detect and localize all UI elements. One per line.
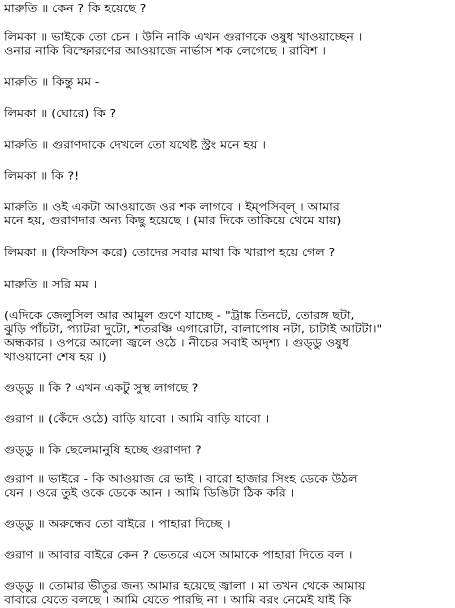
dialogue-line: গুরাণ ॥ আবার বাইরে কেন ? ভেতরে এসে আমাকে পাহারা দিতে বল ।: [4, 548, 353, 562]
stage-direction-line: অন্ধকার । ওপরে আলো জ্বলে ওঠে । নীচের সবাই অদৃশ্য । গুড্‌ডু ওষুধ: [4, 336, 349, 350]
dialogue-line: গুরাণ ॥ (কেঁদে ওঠে) বাড়ি যাবো । আমি বাড়ি যাবো ।: [4, 412, 270, 425]
dialogue-line: মারুতি ॥ কিন্তু মম -: [4, 74, 100, 88]
dialogue-line: গুড্‌ডু ॥ অরুন্ধেব তো বাইরে । পাহারা দিচ্ছে ।: [4, 517, 231, 531]
dialogue-line: গুড্‌ডু ॥ কি ছেলেমানুষি হচ্ছে গুরাণদা ?: [4, 443, 202, 457]
dialogue-line: লিমকা ॥ (ফিসফিস করে) তোদের সবার মাথা কি খারাপ হয়ে গেল ?: [4, 245, 336, 259]
dialogue-line: মারুতি ॥ কেন ? কি হয়েছে ?: [4, 1, 147, 15]
dialogue-line: লিমকা ॥ কি ?!: [4, 168, 80, 182]
stage-direction-line: (এদিকে জেলুসিল আর আমুল গুণে যাচ্ছে - "ট্রাঙ্ক তিনটে, তোরঙ্গ ছটা,: [4, 308, 355, 322]
stage-direction-line: খাওয়ানো শেষ হয় ।): [4, 349, 107, 363]
dialogue-line: বাবারে যেতে বলছে । আমি যেতে পারছি না । আমি বরং নেমেই যাই কি: [4, 593, 352, 606]
dialogue-line: মনে হয়, গুরাণদার অন্য কিছু হয়েছে । (মার দিকে তাকিয়ে থেমে যায়): [4, 213, 342, 227]
dialogue-line: লিমকা ॥ ভাইকে তো চেন । উনি নাকি এখন গুরাণকে ওষুধ খাওয়াচ্ছেন ।: [4, 30, 363, 44]
stage-direction-line: ঝুড়ি পাঁচটা, প্যাটরা দুটো, শতরঞ্চি এগারোটা, বালাপোষ নটা, চাটাই আটটা।": [4, 322, 383, 336]
dialogue-line: যেন । ওরে তুই ওকে ডেকে আন । আমি ডিঙিটা ঠিক করি ।: [4, 486, 295, 500]
dialogue-line: লিমকা ॥ (ঘোরে) কি ?: [4, 106, 117, 120]
dialogue-line: গুড্‌ডু ॥ কি ? এখন একটু সুস্থ লাগছে ?: [4, 381, 199, 394]
dialogue-line: মারুতি ॥ সরি মম ।: [4, 277, 98, 291]
dialogue-line: ওনার নাকি বিস্ফোরণের আওয়াজে নার্ভাস শক লেগেছে । রাবিশ ।: [4, 43, 326, 57]
dialogue-line: মারুতি ॥ ওই একটা আওয়াজে ওর শক লাগবে । ইম্‌পসিব্‌ল্‌ । আমার: [4, 199, 340, 213]
dialogue-line: মারুতি ॥ গুরাণদাকে দেখলে তো যথেষ্ট স্ট্রং মনে হয় ।: [4, 137, 266, 151]
dialogue-line: গুরাণ ॥ ভাইরে - কি আওয়াজ রে ভাই । বারো হাজার সিংহ ডেকে উঠল: [4, 472, 358, 486]
dialogue-line: গুড্‌ডু ॥ তোমার ভীতুর জন্য আমার হয়েছে জ্বালা । মা তখন থেকে আমায়: [4, 579, 366, 593]
